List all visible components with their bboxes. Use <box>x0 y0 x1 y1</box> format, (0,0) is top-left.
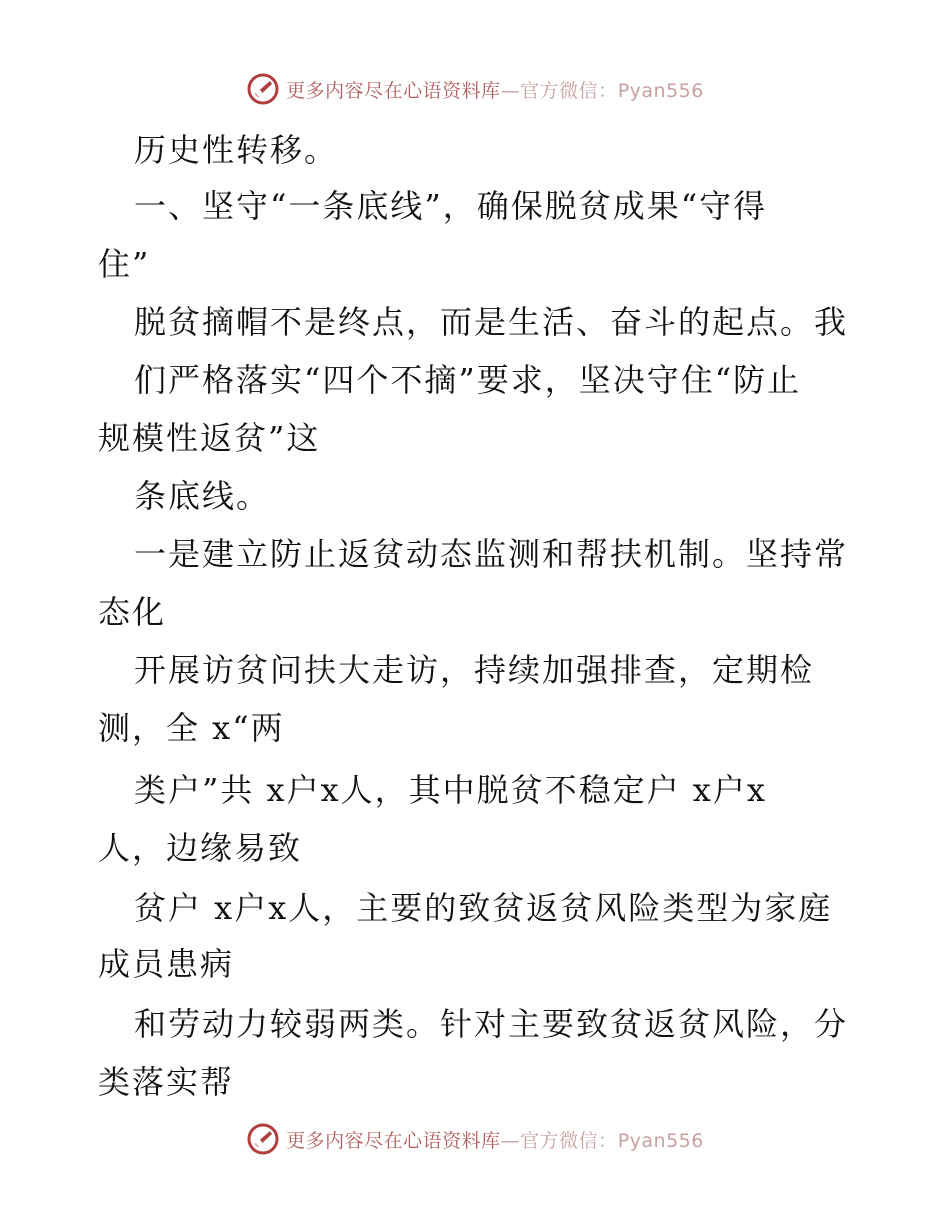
paragraph-line: 人，边缘易致 <box>98 829 303 867</box>
paragraph-line: 和劳动力较弱两类。针对主要致贫返贫风险，分 <box>134 1005 849 1043</box>
paragraph-line: 条底线。 <box>134 477 271 515</box>
watermark-separator: — <box>500 1129 521 1152</box>
section-heading-line: 一、坚守“一条底线”，确保脱贫成果“守得 <box>134 187 768 225</box>
watermark-main-text: 更多内容尽在心语资料库 <box>286 1129 501 1152</box>
watermark-separator: — <box>500 79 521 102</box>
paragraph-line: 态化 <box>98 593 167 631</box>
paragraph-line: 一是建立防止返贫动态监测和帮扶机制。坚持常 <box>134 535 849 573</box>
watermark-official-label: 官方微信： <box>520 1129 618 1152</box>
paragraph-line: 成员患病 <box>98 945 235 983</box>
watermark-id: Pyan556 <box>617 79 704 102</box>
paragraph-line: 历史性转移。 <box>134 131 339 169</box>
paragraph-line: 们严格落实“四个不摘”要求，坚决守住“防止 <box>134 361 802 399</box>
paragraph-line: 贫户 x户x人，主要的致贫返贫风险类型为家庭 <box>134 889 833 927</box>
section-heading-line: 住” <box>98 245 151 283</box>
footer-watermark <box>0 1122 950 1156</box>
paragraph-line: 测，全 x“两 <box>98 709 285 747</box>
paragraph-line: 脱贫摘帽不是终点，而是生活、奋斗的起点。我 <box>134 303 849 341</box>
watermark-id: Pyan556 <box>617 1129 704 1152</box>
paragraph-line: 类户”共 x户x人，其中脱贫不稳定户 x户x <box>134 771 767 809</box>
paragraph-line: 开展访贫问扶大走访，持续加强排查，定期检 <box>134 651 815 689</box>
paragraph-line: 类落实帮 <box>98 1063 235 1101</box>
watermark-main-text: 更多内容尽在心语资料库 <box>286 79 501 102</box>
watermark-official-label: 官方微信： <box>520 79 618 102</box>
paragraph-line: 规模性返贫”这 <box>98 419 321 457</box>
brand-logo-icon <box>246 1122 280 1156</box>
